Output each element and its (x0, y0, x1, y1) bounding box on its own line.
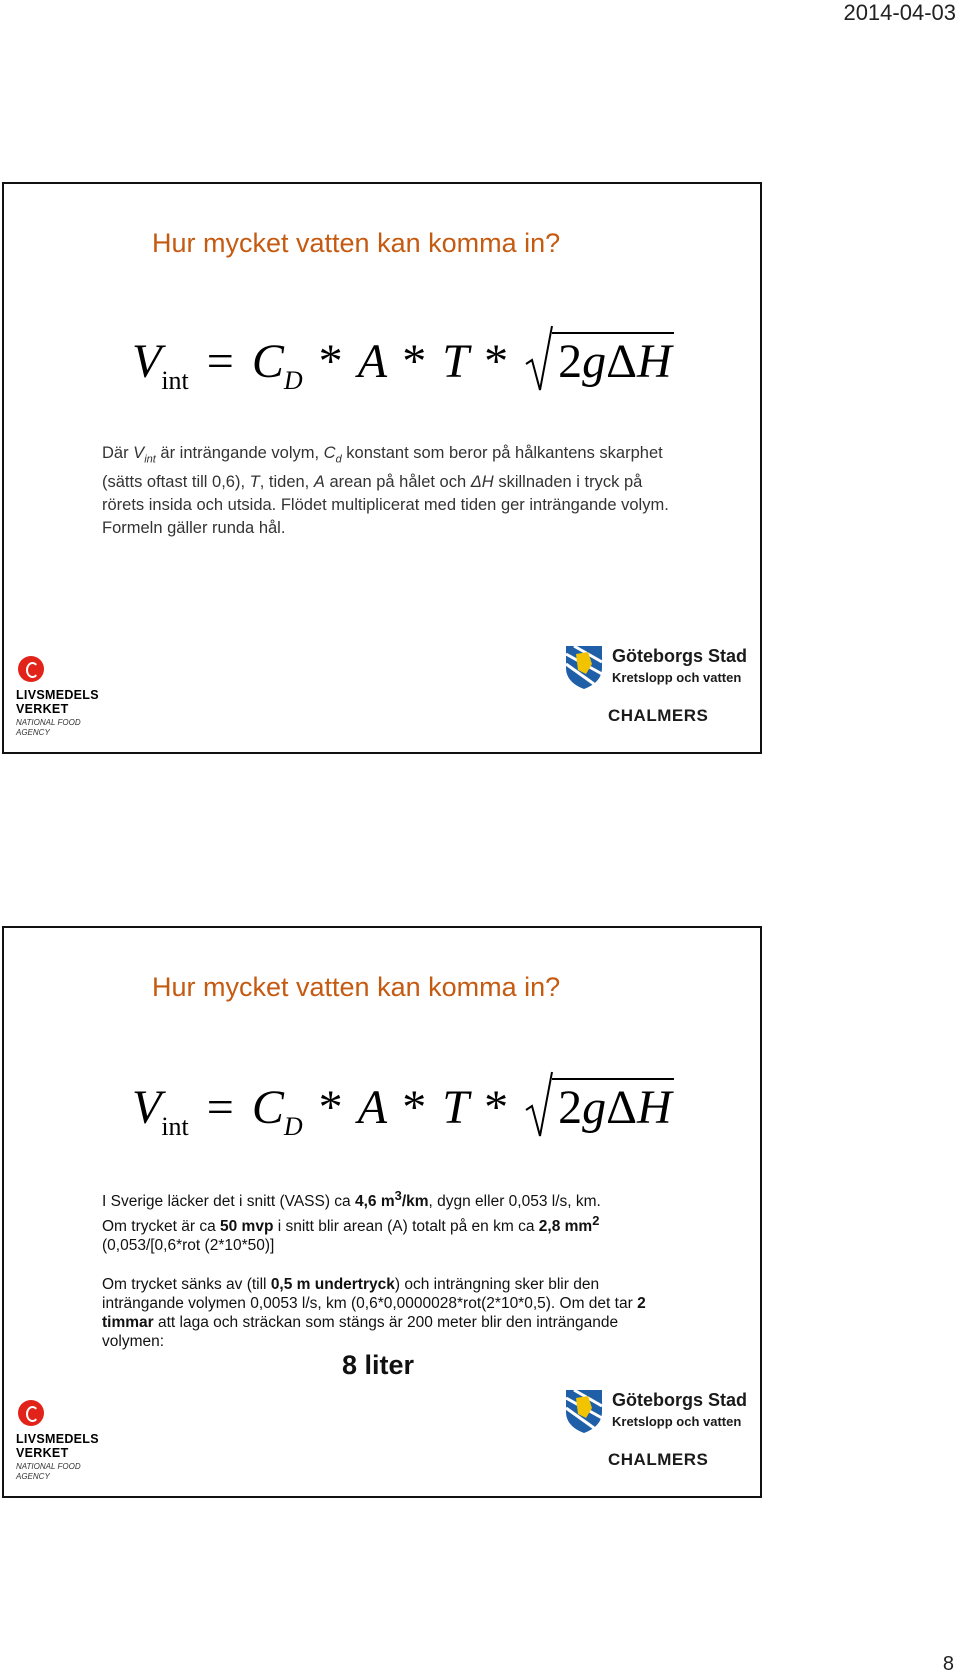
desc-text: konstant som beror på hålkantens skarphet (sätts oftast till 0,6), (102, 444, 663, 492)
text: ) och inträngning sker blir den inträngande volymen 0,0053 l/s, km (0,6*0,0000028*rot(2*10*0,5). Om det tar (102, 1276, 638, 1313)
logo-tag-line: AGENCY (16, 728, 50, 737)
text: att laga och sträckan som stängs är 200 meter blir den inträngande volymen: (102, 1314, 619, 1351)
desc-text: , tiden, (259, 473, 314, 492)
formula-equals: = (206, 335, 234, 388)
text: , dygn eller 0,053 l/s, km. (428, 1193, 601, 1211)
livsmedelsverket-logo (16, 656, 99, 738)
slide-2 (2, 926, 762, 1498)
desc-var-v: V (133, 444, 145, 462)
goteborg-name: Göteborgs Stad (612, 646, 748, 666)
formula-v: V (132, 335, 162, 388)
desc-var-v-sub: int (144, 453, 156, 466)
goteborg-chalmers-logos (564, 1388, 754, 1488)
formula-description (102, 442, 682, 540)
formula (132, 332, 674, 394)
text: 50 mvp (220, 1218, 274, 1236)
livsmedelsverket-mark-icon (18, 656, 44, 682)
paragraph-leakage (102, 1186, 682, 1211)
radicand-num: 2 (558, 335, 583, 388)
page-number: 8 (942, 1653, 954, 1675)
sqrt (524, 1078, 674, 1132)
chalmers-logo: CHALMERS (608, 1450, 709, 1469)
goteborg-sub: Kretslopp och vatten (612, 1414, 742, 1429)
formula-v: V (132, 1081, 162, 1134)
radicand-g: g (582, 1081, 607, 1134)
text: Om trycket är ca (102, 1218, 220, 1236)
formula-c-sub: D (283, 1112, 303, 1141)
goteborg-chalmers-logos (564, 644, 754, 744)
formula-a: A (357, 1081, 387, 1134)
formula-star: * (484, 335, 509, 388)
text: Om trycket sänks av (till (102, 1276, 271, 1294)
formula-star: * (318, 1081, 343, 1134)
text: I Sverige läcker det i snitt (VASS) ca (102, 1193, 355, 1211)
goteborg-crest-icon (564, 644, 604, 690)
logo-name (16, 688, 99, 716)
text: 4,6 m (354, 1193, 395, 1211)
paragraph-pressure (102, 1211, 682, 1255)
desc-var-dh: ΔH (470, 473, 494, 492)
logo-tag-line: AGENCY (16, 1472, 50, 1481)
radicand-g: g (582, 335, 607, 388)
formula-star: * (402, 335, 427, 388)
radicand-num: 2 (558, 1081, 583, 1134)
formula-star: * (318, 335, 343, 388)
formula-equals: = (206, 1081, 234, 1134)
text: 3 (394, 1188, 402, 1203)
logo-line: VERKET (16, 702, 69, 716)
formula (132, 1078, 674, 1140)
text: /km (401, 1193, 429, 1211)
desc-text: är inträngande volym, (155, 444, 324, 462)
livsmedelsverket-mark-icon (18, 1400, 44, 1426)
logo-line: LIVSMEDELS (16, 1432, 99, 1446)
text: (0,053/[0,6*rot (2*10*50)] (102, 1237, 275, 1255)
logo-tag-line: NATIONAL FOOD (16, 1462, 81, 1471)
goteborg-crest-icon (564, 1388, 604, 1434)
text: 2,8 mm (538, 1218, 593, 1236)
logo-line: VERKET (16, 1446, 69, 1460)
slide-1 (2, 182, 762, 754)
formula-c-sub: D (283, 366, 303, 395)
desc-var-c: C (323, 444, 336, 462)
desc-var-t: T (249, 473, 260, 492)
desc-var-c-sub: d (335, 453, 342, 466)
formula-t: T (442, 1081, 469, 1134)
formula-a: A (357, 335, 387, 388)
slide-title: Hur mycket vatten kan komma in? (152, 228, 561, 258)
formula-t: T (442, 335, 469, 388)
formula-c: C (251, 1081, 284, 1134)
formula-star: * (484, 1081, 509, 1134)
desc-text: arean på hålet och (324, 473, 471, 492)
radicand-delta: Δ (606, 1081, 637, 1134)
formula-star: * (402, 1081, 427, 1134)
livsmedelsverket-logo (16, 1400, 99, 1482)
sqrt-sign-icon (524, 1070, 554, 1140)
formula-v-sub: int (161, 1112, 189, 1141)
slide-body (102, 1186, 682, 1351)
chalmers-logo: CHALMERS (608, 706, 709, 725)
desc-text: skillnaden i tryck på rörets insida och utsida. Flödet multiplicerat med tiden ger inträngande volym. Formeln gäller runda hål. (102, 473, 669, 538)
text: 2 timmar (102, 1295, 646, 1332)
result-volume: 8 liter (342, 1350, 415, 1380)
formula-v-sub: int (161, 366, 189, 395)
logo-tagline (16, 718, 96, 738)
goteborg-sub: Kretslopp och vatten (612, 670, 742, 685)
sqrt-sign-icon (524, 324, 554, 394)
logo-tag-line: NATIONAL FOOD (16, 718, 81, 727)
sqrt (524, 332, 674, 386)
text: 0,5 m undertryck (270, 1276, 395, 1294)
desc-text: Där (102, 444, 134, 462)
text: i snitt blir arean (A) totalt på en km ca (273, 1218, 539, 1236)
logo-tagline (16, 1462, 96, 1482)
goteborg-name: Göteborgs Stad (612, 1390, 748, 1410)
radicand-h: H (636, 1081, 672, 1134)
paragraph-intrusion (102, 1275, 682, 1351)
logo-name (16, 1432, 99, 1460)
radicand-delta: Δ (606, 335, 637, 388)
formula-c: C (251, 335, 284, 388)
logo-line: LIVSMEDELS (16, 688, 99, 702)
slide-title: Hur mycket vatten kan komma in? (152, 972, 561, 1002)
radicand-h: H (636, 335, 672, 388)
page-date: 2014-04-03 (843, 0, 956, 25)
text: 2 (592, 1213, 600, 1229)
desc-var-a: A (313, 473, 325, 492)
